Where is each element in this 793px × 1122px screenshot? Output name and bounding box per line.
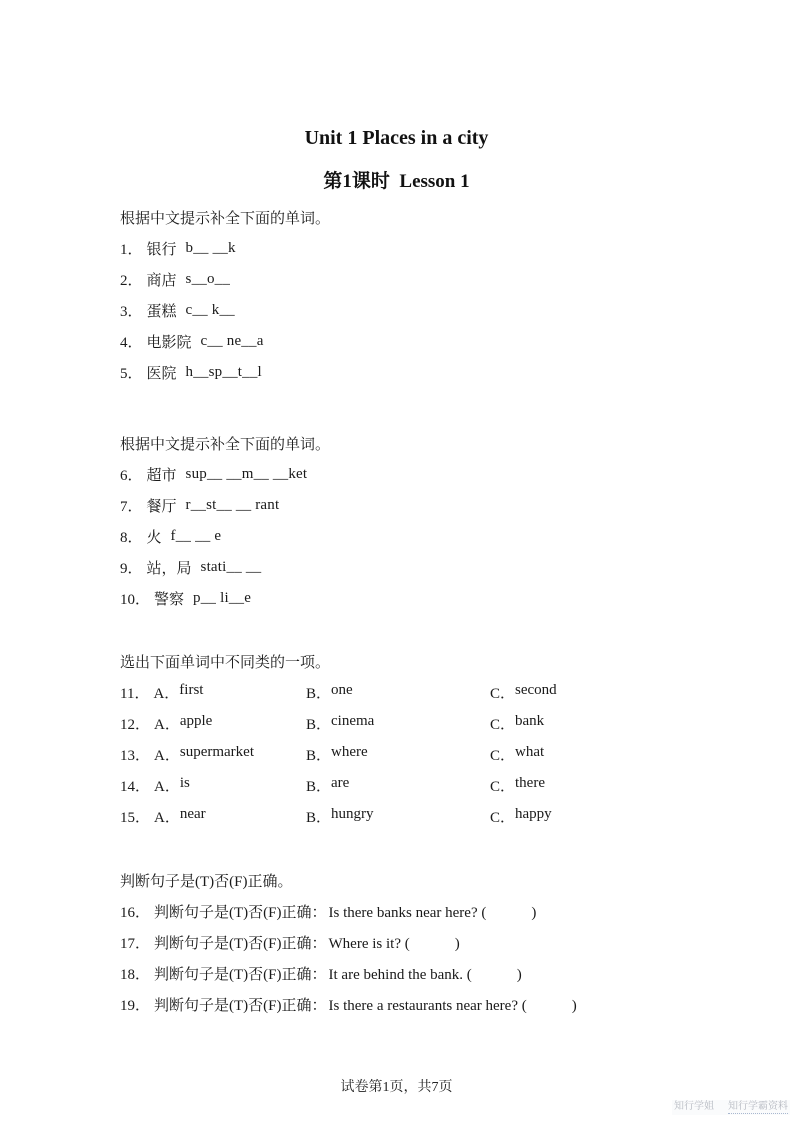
- option-letter: C．: [490, 686, 516, 702]
- tf-item-16: [120, 896, 733, 927]
- option-letter: A．: [154, 779, 180, 795]
- page-footer: 试卷第1页，共7页: [340, 1080, 453, 1095]
- tf-sentence: Where is it? ( ): [328, 936, 460, 952]
- choice-item-14: [120, 770, 733, 801]
- section2-instruction: 根据中文提示补全下面的单词。: [120, 437, 331, 453]
- question-number: 6．: [120, 468, 143, 484]
- word-blank: c__ ne__a: [200, 333, 264, 349]
- question-number: 19．: [120, 998, 151, 1014]
- question-number: 5．: [120, 366, 143, 382]
- question-item-8: [120, 521, 733, 552]
- word-blank: s__o__: [185, 271, 231, 287]
- question-item-4: [120, 326, 733, 357]
- worksheet-content: [120, 202, 733, 1020]
- watermark: [672, 1100, 790, 1115]
- question-number: 15．: [120, 810, 151, 826]
- choice-item-13: [120, 739, 733, 770]
- question-number: 2．: [120, 273, 143, 289]
- tf-item-19: [120, 989, 733, 1020]
- option-letter: B．: [306, 748, 332, 764]
- option-text: cinema: [331, 713, 375, 729]
- chinese-hint: 警察: [154, 592, 185, 608]
- question-number: 18．: [120, 967, 151, 983]
- page-subtitle: 第1课时 Lesson 1: [323, 171, 470, 192]
- option-letter: C．: [490, 748, 516, 764]
- question-number: 3．: [120, 304, 143, 320]
- section3-instruction: 选出下面单词中不同类的一项。: [120, 655, 331, 671]
- tf-sentence: Is there a restaurants near here? ( ): [328, 998, 577, 1014]
- option-letter: B．: [306, 717, 332, 733]
- option-b: [306, 775, 490, 796]
- chinese-hint: 商店: [146, 273, 177, 289]
- option-c: [490, 775, 545, 796]
- option-c: [490, 682, 557, 703]
- watermark-right: 知行学霸资料: [728, 1101, 788, 1112]
- chinese-hint: 站，局: [146, 561, 192, 577]
- option-letter: B．: [306, 779, 332, 795]
- tf-sentence: Is there banks near here? ( ): [328, 905, 537, 921]
- question-number: 8．: [120, 530, 143, 546]
- question-item-5: [120, 357, 733, 388]
- question-item-2: [120, 264, 733, 295]
- question-number: 12．: [120, 717, 151, 733]
- page-title: Unit 1 Places in a city: [304, 127, 489, 149]
- option-b: [306, 682, 490, 703]
- option-letter: A．: [154, 717, 180, 733]
- option-letter: A．: [154, 810, 180, 826]
- option-c: [490, 806, 552, 827]
- word-blank: r__st__ __ rant: [185, 497, 280, 513]
- option-text: there: [515, 775, 545, 791]
- chinese-hint: 银行: [146, 242, 177, 258]
- tf-sentence: It are behind the bank. ( ): [328, 967, 522, 983]
- option-c: [490, 713, 544, 734]
- chinese-hint: 餐厅: [146, 499, 177, 515]
- tf-prefix: 判断句子是(T)否(F)正确：: [154, 967, 327, 983]
- question-item-6: [120, 459, 733, 490]
- choice-item-12: [120, 708, 733, 739]
- word-blank: p__ li__e: [193, 590, 252, 606]
- section1-instruction: 根据中文提示补全下面的单词。: [120, 211, 331, 227]
- chinese-hint: 火: [146, 530, 162, 546]
- option-letter: C．: [490, 810, 516, 826]
- option-text: supermarket: [179, 744, 254, 760]
- option-a: [120, 806, 306, 827]
- option-a: [120, 744, 306, 765]
- tf-item-17: [120, 927, 733, 958]
- tf-prefix: 判断句子是(T)否(F)正确：: [154, 936, 327, 952]
- word-blank: b__ __k: [185, 240, 236, 256]
- option-letter: C．: [490, 717, 516, 733]
- tf-prefix: 判断句子是(T)否(F)正确：: [154, 905, 327, 921]
- question-item-9: [120, 552, 733, 583]
- word-blank: sup__ __m__ __ket: [185, 466, 308, 482]
- option-c: [490, 744, 544, 765]
- section4-instruction: 判断句子是(T)否(F)正确。: [120, 874, 293, 890]
- tf-item-18: [120, 958, 733, 989]
- chinese-hint: 电影院: [146, 335, 192, 351]
- option-text: near: [179, 806, 206, 822]
- question-number: 7．: [120, 499, 143, 515]
- option-text: where: [331, 744, 368, 760]
- word-blank: f__ __ e: [170, 528, 222, 544]
- question-number: 11．: [120, 686, 150, 702]
- question-item-10: [120, 583, 733, 614]
- chinese-hint: 蛋糕: [146, 304, 177, 320]
- option-b: [306, 744, 490, 765]
- option-b: [306, 806, 490, 827]
- option-letter: A．: [153, 686, 180, 702]
- question-number: 16．: [120, 905, 151, 921]
- option-a: [120, 682, 306, 703]
- question-number: 14．: [120, 779, 151, 795]
- question-number: 10．: [120, 592, 151, 608]
- option-b: [306, 713, 490, 734]
- option-a: [120, 775, 306, 796]
- option-text: first: [179, 682, 204, 698]
- question-number: 17．: [120, 936, 151, 952]
- option-a: [120, 713, 306, 734]
- option-letter: B．: [306, 686, 332, 702]
- option-text: happy: [515, 806, 552, 822]
- chinese-hint: 医院: [146, 366, 177, 382]
- option-text: second: [515, 682, 557, 698]
- option-text: are: [331, 775, 350, 791]
- option-text: is: [179, 775, 190, 791]
- tf-prefix: 判断句子是(T)否(F)正确：: [154, 998, 327, 1014]
- question-item-7: [120, 490, 733, 521]
- choice-item-11: [120, 677, 733, 708]
- question-item-1: [120, 233, 733, 264]
- option-text: one: [331, 682, 353, 698]
- option-text: hungry: [331, 806, 374, 822]
- chinese-hint: 超市: [146, 468, 177, 484]
- watermark-left: 知行学姐: [674, 1101, 714, 1112]
- word-blank: stati__ __: [200, 559, 262, 575]
- question-item-3: [120, 295, 733, 326]
- option-text: what: [515, 744, 545, 760]
- option-text: apple: [179, 713, 213, 729]
- word-blank: c__ k__: [185, 302, 235, 318]
- question-number: 13．: [120, 748, 151, 764]
- choice-item-15: [120, 801, 733, 832]
- question-number: 4．: [120, 335, 143, 351]
- option-text: bank: [515, 713, 545, 729]
- word-blank: h__sp__t__l: [185, 364, 262, 380]
- option-letter: B．: [306, 810, 332, 826]
- question-number: 1．: [120, 242, 143, 258]
- question-number: 9．: [120, 561, 143, 577]
- option-letter: C．: [490, 779, 516, 795]
- option-letter: A．: [154, 748, 180, 764]
